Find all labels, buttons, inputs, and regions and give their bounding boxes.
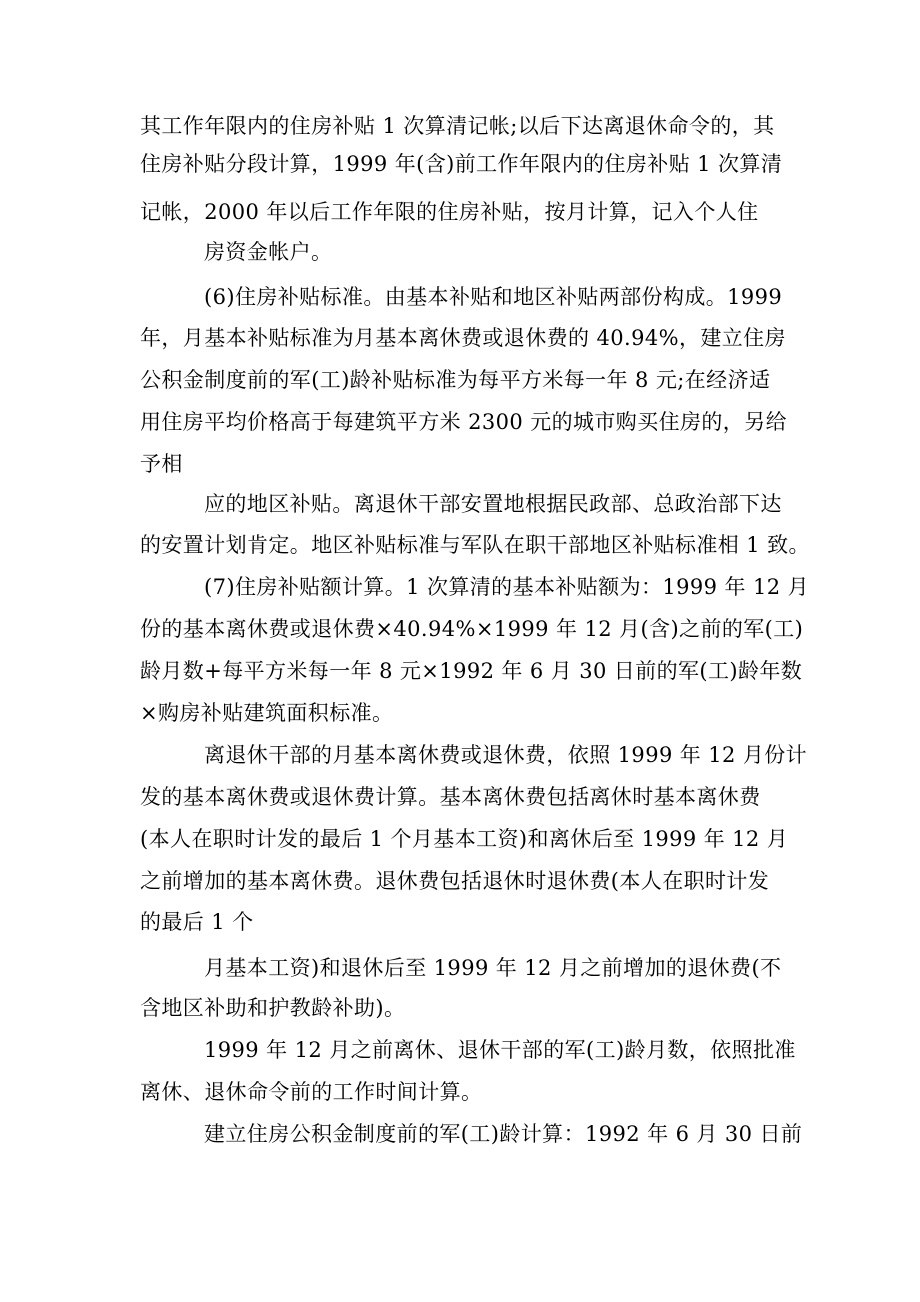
text-line: 予相 [140,452,183,476]
text-line: 离休、退休命令前的工作时间计算。 [140,1080,483,1104]
text-line: 记帐，2000 年以后工作年限的住房补贴，按月计算，记入个人住 [140,200,759,224]
text-line: 房资金帐户。 [204,240,333,264]
text-line: 公积金制度前的军(工)龄补贴标准为每平方米每一年 8 元;在经济适 [140,368,771,392]
text-line: (6)住房补贴标准。由基本补贴和地区补贴两部份构成。1999 [204,285,783,309]
text-line: 用住房平均价格高于每建筑平方米 2300 元的城市购买住房的，另给 [140,410,787,434]
text-line: 建立住房公积金制度前的军(工)龄计算：1992 年 6 月 30 日前 [204,1122,803,1146]
text-line: 应的地区补贴。离退休干部安置地根据民政部、总政治部下达 [204,492,782,516]
text-line: (本人在职时计发的最后 1 个月基本工资)和离休后至 1999 年 12 月 [140,827,789,851]
text-line: 1999 年 12 月之前离休、退休干部的军(工)龄月数，依照批准 [204,1038,796,1062]
text-line: 住房补贴分段计算，1999 年(含)前工作年限内的住房补贴 1 次算清 [140,152,783,176]
text-line: 月基本工资)和退休后至 1999 年 12 月之前增加的退休费(不 [204,956,782,980]
text-line: 年，月基本补贴标准为月基本离休费或退休费的 40.94%，建立住房 [140,326,786,350]
text-line: 龄月数+每平方米每一年 8 元×1992 年 6 月 30 日前的军(工)龄年数 [140,659,803,683]
text-line: 份的基本离休费或退休费×40.94%×1999 年 12 月(含)之前的军(工) [140,617,804,641]
text-line: 含地区补助和护教龄补助)。 [140,996,406,1020]
text-line: 的安置计划肯定。地区补贴标准与军队在职干部地区补贴标准相 1 致。 [140,533,810,557]
text-line: 其工作年限内的住房补贴 1 次算清记帐;以后下达离退休命令的，其 [140,114,775,138]
text-line: 发的基本离休费或退休费计算。基本离休费包括离休时基本离休费 [140,785,761,809]
text-line: 的最后 1 个 [140,910,254,934]
text-line: 离退休干部的月基本离休费或退休费，依照 1999 年 12 月份计 [204,743,808,767]
text-line: (7)住房补贴额计算。1 次算清的基本补贴额为：1999 年 12 月 [204,575,809,599]
text-line: 之前增加的基本离休费。退休费包括退休时退休费(本人在职时计发 [140,869,770,893]
text-line: ×购房补贴建筑面积标准。 [140,701,394,725]
